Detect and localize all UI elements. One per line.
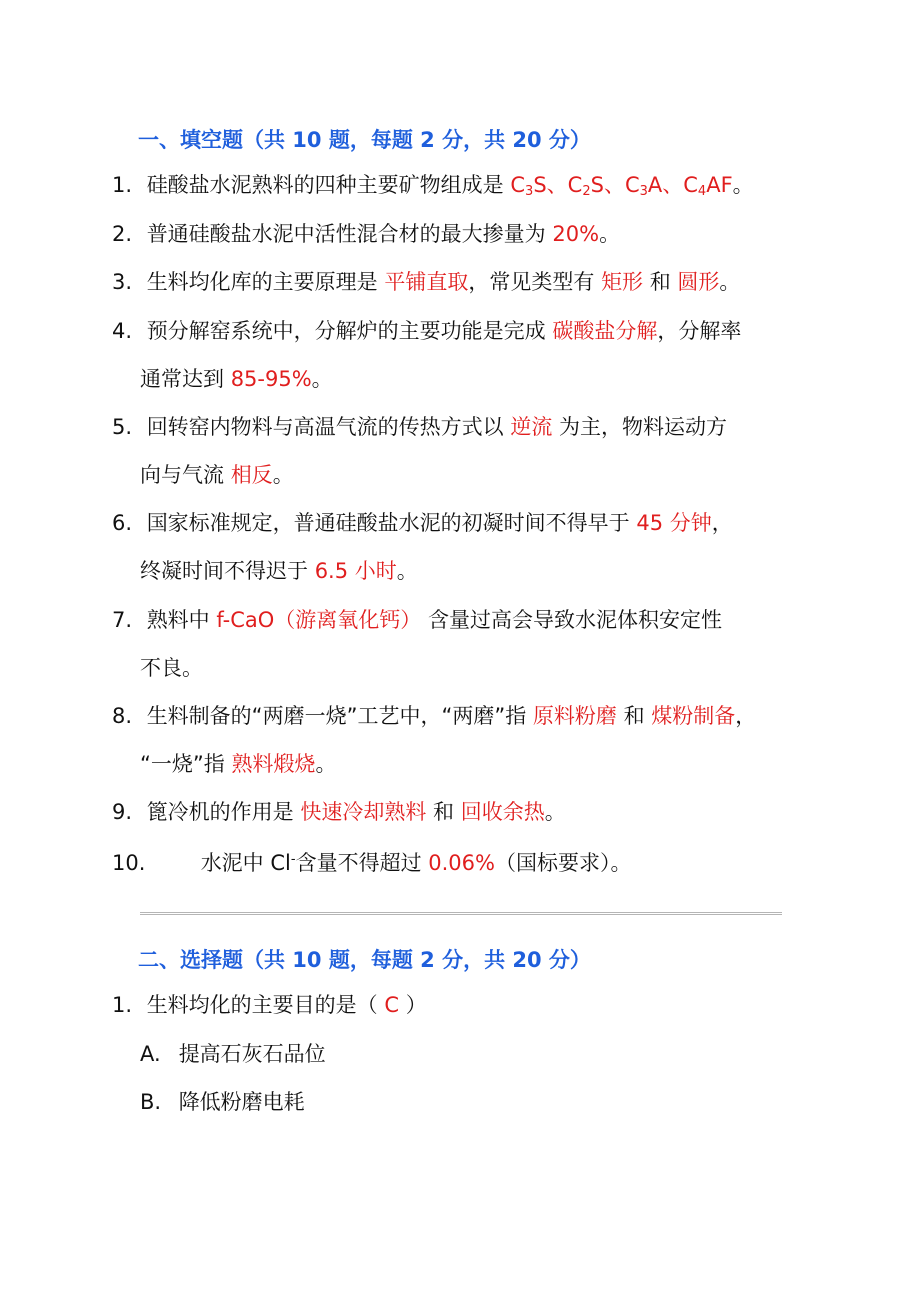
option-text: 提高石灰石品位 bbox=[178, 1042, 326, 1066]
question-text: ，分解率 bbox=[657, 319, 742, 343]
answer-text: 原料粉磨 bbox=[532, 704, 617, 728]
section-2-heading: 二、选择题（共 10 题，每题 2 分，共 20 分） bbox=[138, 948, 591, 972]
subscript: 3 bbox=[525, 184, 534, 199]
question-number: 2. bbox=[112, 222, 133, 246]
question-text: 生料均化的主要目的是（ bbox=[146, 993, 385, 1017]
question-number: 3. bbox=[112, 270, 133, 294]
question-text: 水泥中 Cl bbox=[200, 851, 291, 875]
question-4 bbox=[112, 316, 741, 346]
answer-part: S、C bbox=[590, 173, 640, 197]
question-text: ， bbox=[735, 704, 757, 728]
question-number: 5. bbox=[112, 415, 133, 439]
option-a bbox=[140, 1039, 326, 1069]
answer-text: 0.06% bbox=[428, 851, 495, 875]
answer-text: 逆流 bbox=[510, 415, 553, 439]
question-text: 和 bbox=[426, 800, 461, 824]
question-number: 6. bbox=[112, 511, 133, 535]
punctuation: 。 bbox=[396, 559, 418, 583]
question-text: 和 bbox=[616, 704, 652, 728]
question-text: 生料制备的“两磨一烧”工艺中，“两磨”指 bbox=[146, 704, 533, 728]
subscript: 3 bbox=[639, 184, 648, 199]
question-number: 7. bbox=[112, 608, 133, 632]
question-7 bbox=[112, 605, 722, 635]
question-9 bbox=[112, 797, 566, 827]
question-6 bbox=[112, 508, 733, 538]
question-number: 8. bbox=[112, 704, 133, 728]
question-text: ） bbox=[399, 993, 427, 1017]
answer-text: f-CaO（游离氧化钙） bbox=[216, 608, 422, 632]
answer-text: 45 分钟 bbox=[636, 511, 712, 535]
question-text: 预分解窑系统中，分解炉的主要功能是完成 bbox=[146, 319, 553, 343]
answer-text: C bbox=[384, 993, 400, 1017]
answer-part: A、C bbox=[647, 173, 698, 197]
question-text: 终凝时间不得迟于 bbox=[140, 559, 315, 583]
answer-text: 6.5 小时 bbox=[314, 559, 397, 583]
answer-text: 熟料煅烧 bbox=[231, 752, 316, 776]
answer-part: AF bbox=[706, 173, 733, 197]
punctuation: 。 bbox=[272, 463, 294, 487]
superscript: - bbox=[290, 852, 296, 867]
question-number: 4. bbox=[112, 319, 133, 343]
answer-part: S、C bbox=[533, 173, 583, 197]
punctuation: 。 bbox=[719, 270, 741, 294]
answer-text: 矩形 bbox=[601, 270, 644, 294]
question-5 bbox=[112, 412, 727, 442]
section-1-heading: 一、填空题（共 10 题，每题 2 分，共 20 分） bbox=[138, 128, 591, 152]
subscript: 2 bbox=[582, 184, 591, 199]
question-7-continued bbox=[140, 653, 203, 683]
punctuation: 。 bbox=[311, 367, 333, 391]
punctuation: 。 bbox=[599, 222, 621, 246]
question-2 bbox=[112, 219, 620, 249]
subscript: 4 bbox=[697, 184, 707, 199]
question-text: 含量过高会导致水泥体积安定性 bbox=[421, 608, 722, 632]
question-text: 硅酸盐水泥熟料的四种主要矿物组成是 bbox=[146, 173, 511, 197]
question-text: 含量不得超过 bbox=[295, 851, 429, 875]
question-4-continued bbox=[140, 364, 333, 394]
question-text: 向与气流 bbox=[140, 463, 231, 487]
option-label: A. bbox=[140, 1042, 161, 1066]
question-number: 10. bbox=[112, 851, 146, 875]
answer-text: 20% bbox=[552, 222, 600, 246]
answer-text: 煤粉制备 bbox=[651, 704, 736, 728]
question-text: 和 bbox=[643, 270, 678, 294]
option-text: 降低粉磨电耗 bbox=[178, 1090, 305, 1114]
question-5-continued bbox=[140, 460, 294, 490]
question-text: 熟料中 bbox=[146, 608, 217, 632]
question-number: 1. bbox=[112, 173, 133, 197]
question-6-continued bbox=[140, 556, 418, 586]
question-number: 1. bbox=[112, 993, 133, 1017]
question-text: 篦冷机的作用是 bbox=[146, 800, 301, 824]
answer-text: 回收余热 bbox=[460, 800, 545, 824]
answer-text bbox=[510, 173, 732, 197]
question-text: ， bbox=[711, 511, 733, 535]
choice-question-1 bbox=[112, 990, 427, 1020]
option-b bbox=[140, 1087, 305, 1117]
answer-part: C bbox=[510, 173, 526, 197]
answer-text: 相反 bbox=[230, 463, 273, 487]
question-text: 回转窑内物料与高温气流的传热方式以 bbox=[146, 415, 511, 439]
question-text: 为主，物料运动方 bbox=[552, 415, 728, 439]
question-text: 普通硅酸盐水泥中活性混合材的最大掺量为 bbox=[146, 222, 553, 246]
question-text: （国标要求）。 bbox=[494, 851, 632, 875]
question-8 bbox=[112, 701, 756, 731]
answer-text: 圆形 bbox=[677, 270, 720, 294]
question-text: “一烧”指 bbox=[140, 752, 232, 776]
question-text: 国家标准规定，普通硅酸盐水泥的初凝时间不得早于 bbox=[146, 511, 637, 535]
question-text: 不良。 bbox=[140, 656, 203, 680]
question-text: 通常达到 bbox=[140, 367, 231, 391]
question-10 bbox=[112, 845, 631, 878]
question-8-continued bbox=[140, 749, 336, 779]
question-3 bbox=[112, 267, 740, 297]
answer-text: 平铺直取 bbox=[384, 270, 469, 294]
punctuation: 。 bbox=[315, 752, 337, 776]
question-number: 9. bbox=[112, 800, 133, 824]
answer-text: 碳酸盐分解 bbox=[552, 319, 658, 343]
answer-text: 快速冷却熟料 bbox=[300, 800, 427, 824]
option-label: B. bbox=[140, 1090, 162, 1114]
answer-text: 85-95% bbox=[230, 367, 312, 391]
punctuation: 。 bbox=[544, 800, 566, 824]
punctuation: 。 bbox=[732, 173, 754, 197]
question-text: ，常见类型有 bbox=[468, 270, 602, 294]
question-1 bbox=[112, 170, 754, 207]
question-text: 生料均化库的主要原理是 bbox=[146, 270, 385, 294]
section-divider bbox=[140, 912, 782, 915]
